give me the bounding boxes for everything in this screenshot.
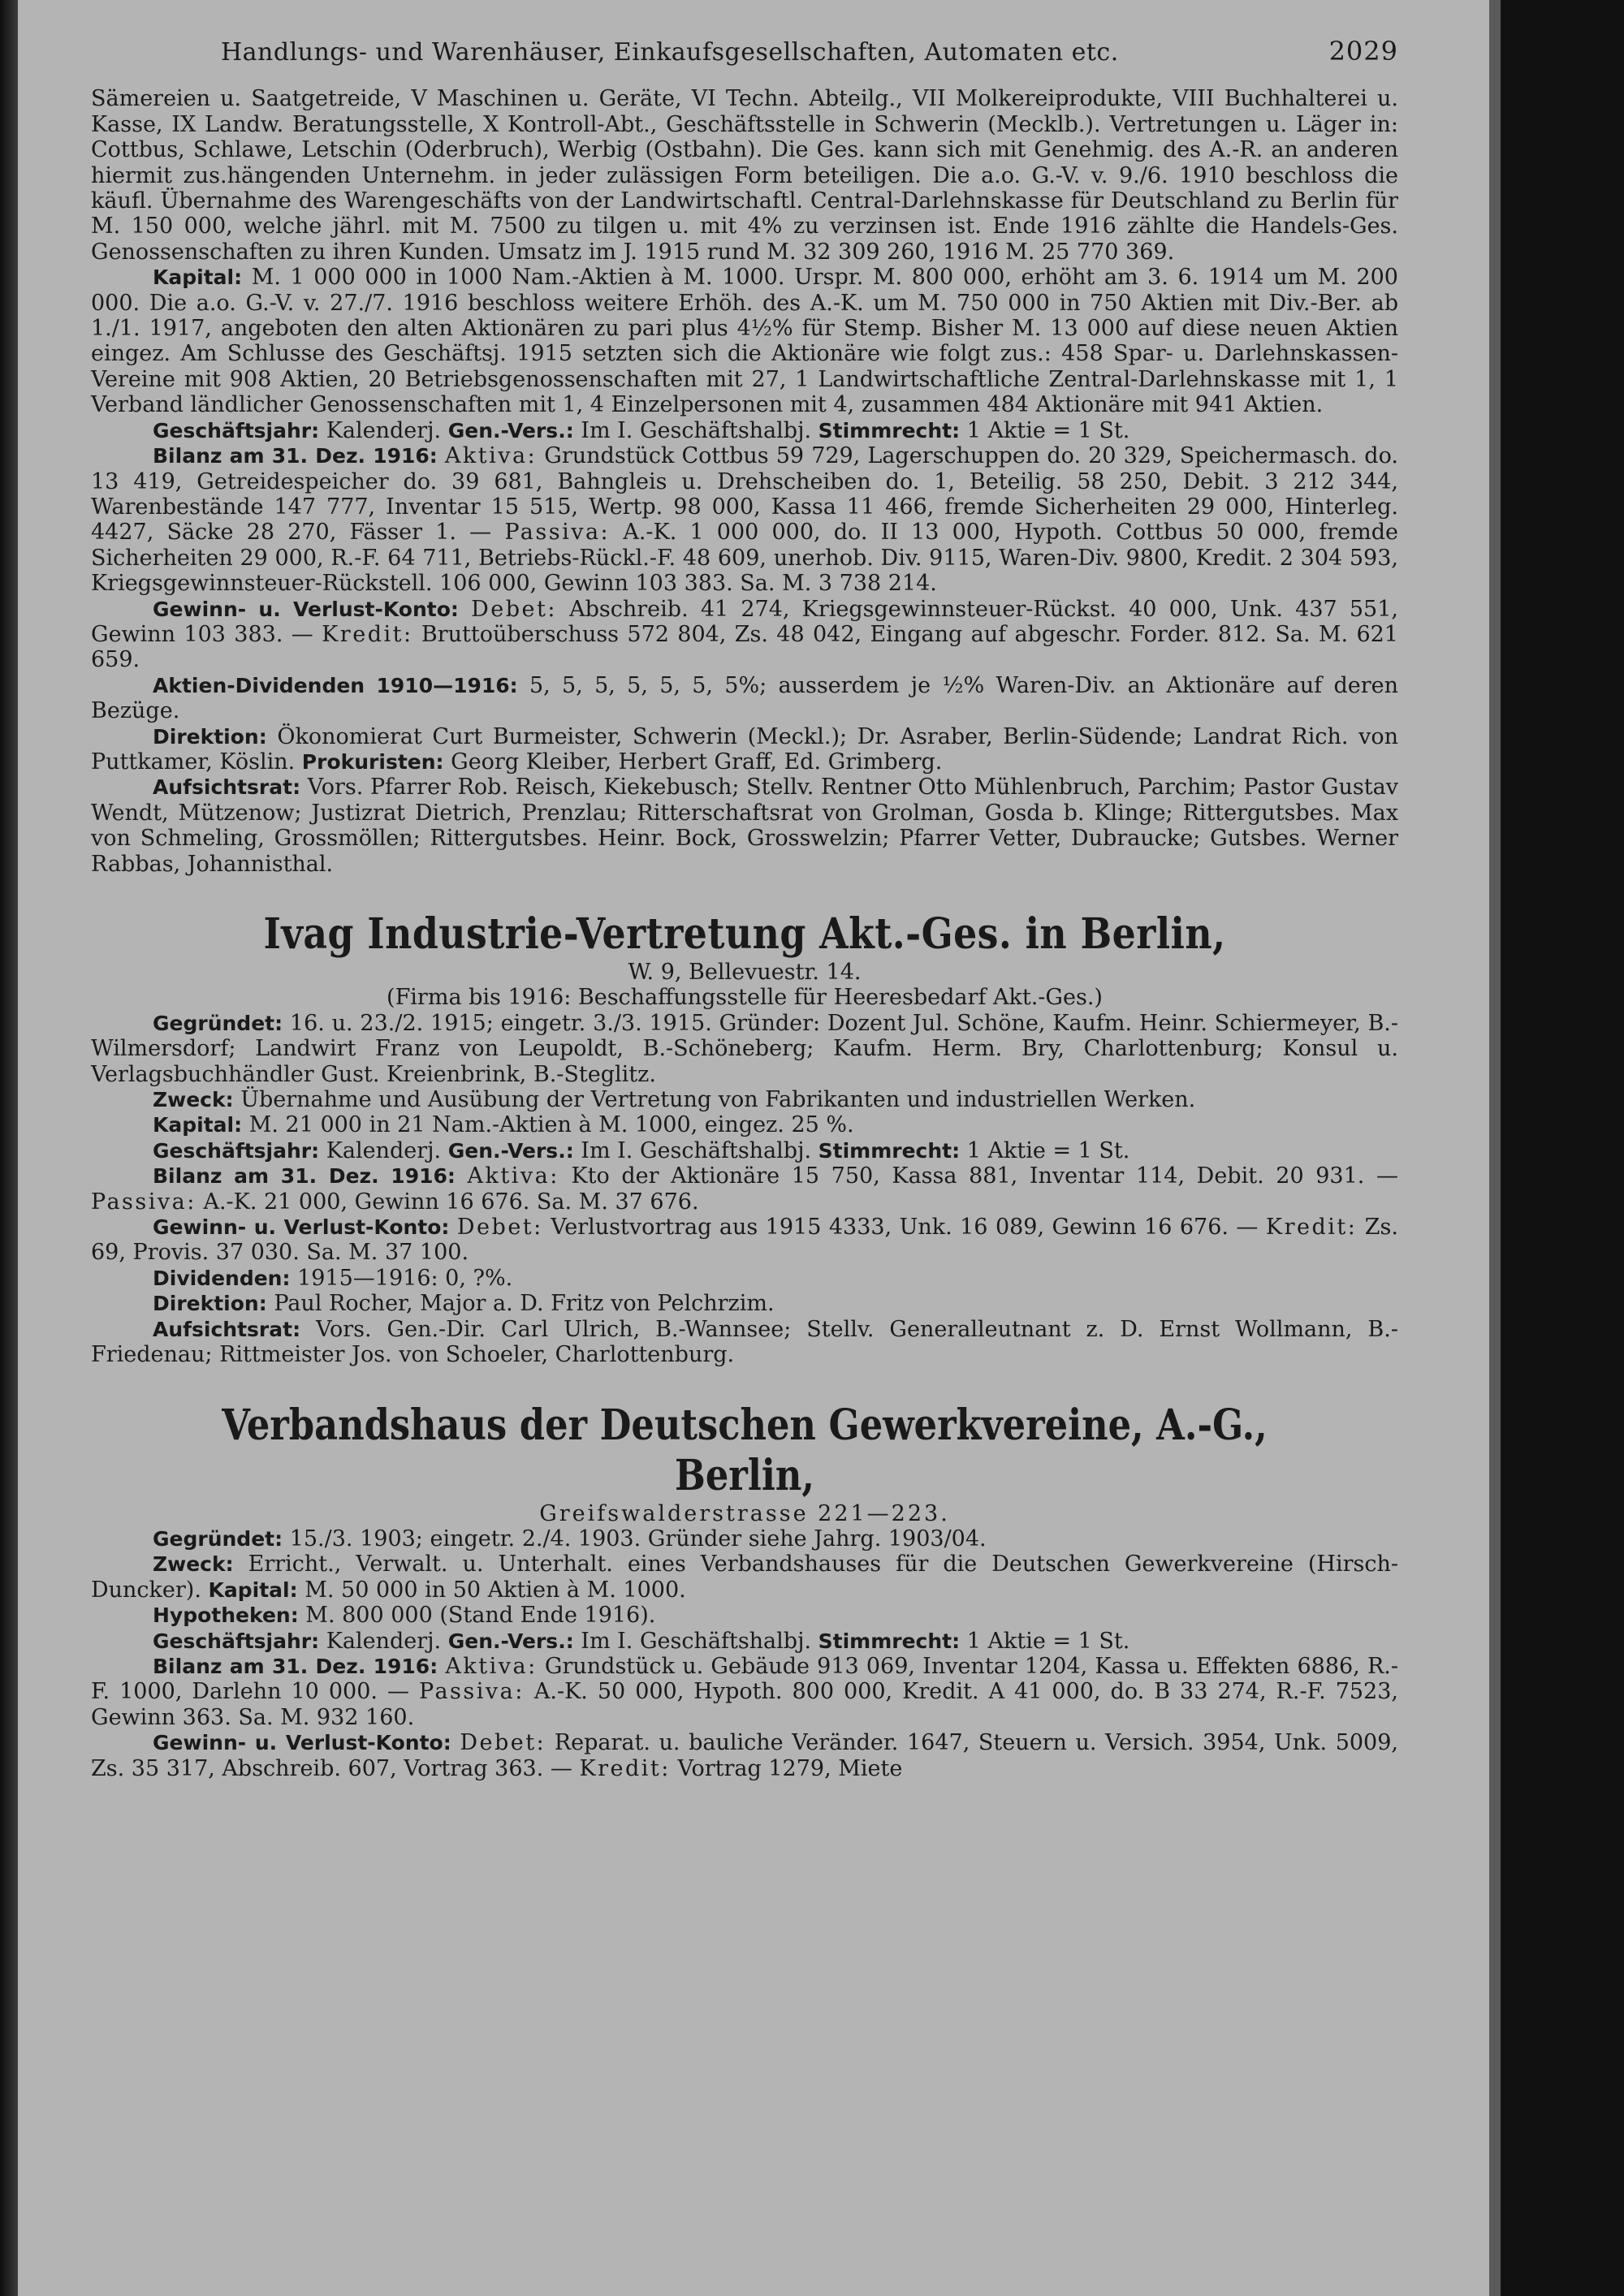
page-number: 2029: [1328, 36, 1398, 67]
aufsichtsrat-label: Aufsichtsrat:: [153, 775, 301, 800]
gen-vers-label: Gen.-Vers.:: [447, 1138, 574, 1163]
entry2-geschaeftsjahr: [91, 1138, 1398, 1163]
zweck-text: Übernahme und Ausübung der Vertretung von Fabrikanten und industriellen Werken.: [240, 1087, 1196, 1113]
bilanz-passiva: A.-K. 1 000 000, do. II 13 000, Hypoth. Cottbus 50 000, fremde Sicherheiten 29 000, R.-F. 64 711, Betriebs-Rückl.-F. 48 609, unerhob. Div. 9115, Waren-Div. 9800, Kredit. 2 304 593, Kriegsgewinnsteuer-Rückstell. 106 000, Gewinn 103 383. Sa. M. 3 738 214.: [91, 520, 1399, 597]
stimmrecht-text: 1 Aktie = 1 St.: [966, 1628, 1130, 1654]
gen-vers-label: Gen.-Vers.:: [447, 1629, 574, 1653]
dividenden-label: Dividenden:: [153, 1266, 291, 1290]
entry3-geschaeftsjahr: [91, 1629, 1398, 1654]
entry2-title: Ivag Industrie-Vertretung Akt.-Ges. in Berlin,: [263, 909, 1226, 959]
geschaeftsjahr-text: Kalenderj.: [326, 417, 442, 443]
guv-kredit: Vortrag 1279, Miete: [677, 1755, 903, 1781]
direktion-label: Direktion:: [153, 1292, 267, 1316]
entry3-gegruendet: [91, 1526, 1398, 1552]
guv-kredit: Zs. 69, Provis. 37 030. Sa. M. 37 100.: [91, 1215, 1398, 1266]
debet-word: Debet:: [456, 1215, 543, 1241]
guv-label: Gewinn- u. Verlust-Konto:: [153, 1215, 450, 1240]
geschaeftsjahr-text: Kalenderj.: [326, 1628, 442, 1654]
running-head: [91, 36, 1398, 67]
stimmrecht-text: 1 Aktie = 1 St.: [966, 1137, 1130, 1163]
geschaeftsjahr-text: Kalenderj.: [326, 1137, 442, 1163]
gegruendet-label: Gegründet:: [153, 1526, 283, 1551]
entry1-bilanz: [91, 443, 1398, 596]
gen-vers-label: Gen.-Vers.:: [447, 418, 574, 442]
hypotheken-label: Hypotheken:: [153, 1603, 299, 1628]
passiva-word: Passiva:: [91, 1189, 197, 1215]
entry2-dividenden: [91, 1266, 1398, 1291]
kapital-text: M. 50 000 in 50 Aktien à M. 1000.: [304, 1577, 686, 1603]
zweck-text: Erricht., Verwalt. u. Unterhalt. eines Verbandshauses für die Deutschen Gewerkvereine (Hirsch-Duncker).: [91, 1552, 1398, 1603]
page-edge-strip: [1489, 0, 1501, 2296]
prokuristen-text: Georg Kleiber, Herbert Graff, Ed. Grimberg.: [451, 749, 943, 775]
stimmrecht-label: Stimmrecht:: [818, 418, 961, 442]
entry3-bilanz: [91, 1654, 1398, 1730]
entry2-bilanz: [91, 1163, 1398, 1215]
aufsichtsrat-text: Vors. Gen.-Dir. Carl Ulrich, B.-Wannsee; Stellv. Generalleutnant z. D. Ernst Wollmann, B.-Friedenau; Rittmeister Jos. von Schoeler, Charlottenburg.: [91, 1316, 1398, 1368]
entry1-intro-paragraph: Sämereien u. Saatgetreide, V Maschinen u. Geräte, VI Techn. Abteilg., VII Molkereiprodukte, VIII Buchhalterei u. Kasse, IX Landw. Beratungsstelle, X Kontroll-Abt., Geschäftsstelle in Schwerin (Mecklb.). Vertretungen u. Läger in: Cottbus, Schlawe, Letschin (Oderbruch), Werbig (Ostbahn). Die Ges. kann sich mit Genehmig. des A.-R. an anderen hiermit zus.hängenden Unternehm. in jeder zulässigen Form beteiligen. Die a.o. G.-V. v. 9./6. 1910 beschloss die käufl. Übernahme des Warengeschäfts von der Landwirtschaftl. Central-Darlehnskasse für Deutschland zu Berlin für M. 150 000, welche jährl. mit M. 7500 zu tilgen u. mit 4% zu verzinsen ist. Ende 1916 zählte die Handels-Ges. Genossenschaften zu ihren Kunden. Umsatz im J. 1915 rund M. 32 309 260, 1916 M. 25 770 369.: [91, 86, 1398, 265]
aufsichtsrat-label: Aufsichtsrat:: [153, 1317, 301, 1341]
kredit-word: Kredit:: [579, 1755, 671, 1781]
bilanz-aktiva: Grundstück u. Gebäude 913 069, Inventar 1204, Kassa u. Effekten 6886, R.-F. 1000, Darlehn 10 000. —: [91, 1653, 1398, 1705]
geschaeftsjahr-label: Geschäftsjahr:: [153, 1138, 320, 1163]
entry1-kapital: [91, 265, 1398, 417]
aktiva-word: Aktiva:: [467, 1163, 559, 1189]
entry3-guv: [91, 1730, 1398, 1781]
debet-word: Debet:: [460, 1730, 546, 1756]
guv-debet: Reparat. u. bauliche Veränder. 1647, Steuern u. Versich. 3954, Unk. 5009, Zs. 35 317, Abschreib. 607, Vortrag 363. —: [91, 1730, 1398, 1781]
prokuristen-label: Prokuristen:: [301, 749, 444, 774]
entry2-firma: (Firma bis 1916: Beschaffungsstelle für Heeresbedarf Akt.-Ges.): [387, 985, 1103, 1011]
stimmrecht-label: Stimmrecht:: [818, 1138, 961, 1163]
gegruendet-text: 15./3. 1903; eingetr. 2./4. 1903. Gründer siehe Jahrg. 1903/04.: [289, 1526, 987, 1552]
bilanz-label: Bilanz am 31. Dez. 1916:: [153, 1164, 456, 1189]
passiva-word: Passiva:: [504, 520, 611, 546]
document-page: [18, 0, 1489, 2296]
guv-debet: Verlustvortrag aus 1915 4333, Unk. 16 089, Gewinn 16 676. —: [551, 1215, 1259, 1241]
direktion-text: Paul Rocher, Major a. D. Fritz von Pelchrzim.: [274, 1291, 775, 1317]
bilanz-label: Bilanz am 31. Dez. 1916:: [153, 1654, 438, 1678]
bilanz-aktiva: Kto der Aktionäre 15 750, Kassa 881, Inventar 114, Debit. 20 931. —: [571, 1163, 1398, 1189]
guv-label: Gewinn- u. Verlust-Konto:: [153, 597, 459, 621]
guv-kredit: Bruttoüberschuss 572 804, Zs. 48 042, Eingang auf abgeschr. Forder. 812. Sa. M. 621 659.: [91, 621, 1398, 673]
page-text: [91, 36, 1399, 1781]
kapital-label: Kapital:: [153, 265, 243, 290]
guv-debet: Abschreib. 41 274, Kriegsgewinnsteuer-Rückst. 40 000, Unk. 437 551, Gewinn 103 383. —: [91, 596, 1398, 647]
entry2-zweck: [91, 1087, 1398, 1112]
aktiva-word: Aktiva:: [444, 443, 538, 469]
gen-vers-text: Im I. Geschäftshalbj.: [581, 1628, 812, 1654]
stimmrecht-text: 1 Aktie = 1 St.: [966, 417, 1130, 443]
entry2-direktion: [91, 1291, 1398, 1316]
entry1-direktion: [91, 724, 1398, 775]
bilanz-label: Bilanz am 31. Dez. 1916:: [153, 444, 438, 468]
gen-vers-text: Im I. Geschäftshalbj.: [581, 1137, 812, 1163]
entry2-kapital: [91, 1112, 1398, 1137]
dividenden-text: 5, 5, 5, 5, 5, 5, 5%; ausserdem je ½% Waren-Div. an Aktionäre auf deren Bezüge.: [91, 672, 1398, 724]
kapital-label: Kapital:: [208, 1577, 298, 1602]
entry2-guv: [91, 1215, 1398, 1266]
gegruendet-text: 16. u. 23./2. 1915; eingetr. 3./3. 1915. Gründer: Dozent Jul. Schöne, Kaufm. Heinr. Schiermeyer, B.-Wilmersdorf; Landwirt Franz von Leupoldt, B.-Schöneberg; Kaufm. Herm. Bry, Charlottenburg; Konsul u. Verlagsbuchhändler Gust. Kreienbrink, B.-Steglitz.: [91, 1010, 1398, 1087]
entry2-gegruendet: [91, 1011, 1398, 1087]
entry2-aufsichtsrat: [91, 1317, 1398, 1368]
entry1-guv: [91, 597, 1398, 673]
entry3-title: Verbandshaus der Deutschen Gewerkvereine, A.-G., Berlin,: [222, 1400, 1268, 1500]
entry3-address: Greifswalderstrasse 221—223.: [539, 1500, 950, 1526]
dividenden-text: 1915—1916: 0, ?%.: [297, 1265, 513, 1291]
aktiva-word: Aktiva:: [445, 1653, 538, 1679]
kredit-word: Kredit:: [1265, 1215, 1358, 1241]
guv-label: Gewinn- u. Verlust-Konto:: [153, 1731, 451, 1755]
direktion-label: Direktion:: [153, 724, 267, 749]
entry3-zweck: [91, 1552, 1398, 1603]
gen-vers-text: Im I. Geschäftshalbj.: [581, 417, 812, 443]
debet-word: Debet:: [471, 596, 557, 622]
page-right-edge: [1489, 0, 1624, 2296]
dividenden-label: Aktien-Dividenden 1910—1916:: [153, 673, 518, 697]
passiva-word: Passiva:: [418, 1679, 525, 1705]
kapital-text: M. 1 000 000 in 1000 Nam.-Aktien à M. 1000. Urspr. M. 800 000, erhöht am 3. 6. 1914 um M. 200 000. Die a.o. G.-V. v. 27./7. 1916 beschloss weitere Erhöh. des A.-K. um M. 750 000 in 750 Aktien mit Div.-Ber. ab 1./1. 1917, angeboten den alten Aktionären zu pari plus 4½% für Stemp. Bisher M. 13 000 auf diese neuen Aktien eingez. Am Schlusse des Geschäftsj. 1915 setzten sich die Aktionäre wie folgt zus.: 458 Spar- u. Darlehnskassen-Vereine mit 908 Aktien, 20 Betriebsgenossenschaften mit 27, 1 Landwirtschaftliche Zentral-Darlehnskasse mit 1, 1 Verband ländlicher Genossenschaften mit 1, 4 Einzelpersonen mit 4, zusammen 484 Aktionäre mit 941 Aktien.: [91, 265, 1398, 418]
direktion-text: Ökonomierat Curt Burmeister, Schwerin (Meckl.); Dr. Asraber, Berlin-Südende; Landrat Rich. von Puttkamer, Köslin.: [91, 723, 1398, 775]
entry2-address: W. 9, Bellevuestr. 14.: [628, 960, 862, 985]
entry1-dividenden: [91, 673, 1398, 724]
kapital-label: Kapital:: [153, 1113, 243, 1137]
hypotheken-text: M. 800 000 (Stand Ende 1916).: [305, 1603, 656, 1629]
bilanz-passiva: A.-K. 21 000, Gewinn 16 676. Sa. M. 37 676.: [203, 1189, 699, 1215]
geschaeftsjahr-label: Geschäftsjahr:: [153, 418, 320, 442]
book-binding-edge: [0, 0, 18, 2296]
entry1-geschaeftsjahr: [91, 418, 1398, 443]
kredit-word: Kredit:: [322, 621, 413, 647]
running-head-title: Handlungs- und Warenhäuser, Einkaufsgesellschaften, Automaten etc.: [221, 38, 1119, 67]
bilanz-aktiva: Grundstück Cottbus 59 729, Lagerschuppen do. 20 329, Speichermasch. do. 13 419, Getreidespeicher do. 39 681, Bahngleis u. Drehscheiben do. 1, Beteilig. 58 250, Debit. 3 212 344, Warenbestände 147 777, Inventar 15 515, Wertp. 98 000, Kassa 11 466, fremde Sicherheiten 29 000, Hinterleg. 4427, Säcke 28 270, Fässer 1. —: [91, 443, 1398, 546]
gegruendet-label: Gegründet:: [153, 1011, 283, 1035]
kapital-text: M. 21 000 in 21 Nam.-Aktien à M. 1000, eingez. 25 %.: [248, 1112, 854, 1138]
stimmrecht-label: Stimmrecht:: [818, 1629, 961, 1653]
entry3-hypotheken: [91, 1603, 1398, 1628]
geschaeftsjahr-label: Geschäftsjahr:: [153, 1629, 320, 1653]
aufsichtsrat-text: Vors. Pfarrer Rob. Reisch, Kiekebusch; Stellv. Rentner Otto Mühlenbruch, Parchim; Pastor Gustav Wendt, Mützenow; Justizrat Dietrich, Prenzlau; Ritterschaftsrat von Grolman, Gosda b. Klinge; Rittergutsbes. Max von Schmeling, Grossmöllen; Rittergutsbes. Heinr. Bock, Grosswelzin; Pfarrer Vetter, Dubraucke; Gutsbes. Werner Rabbas, Johannisthal.: [91, 775, 1398, 877]
bilanz-passiva: A.-K. 50 000, Hypoth. 800 000, Kredit. A 41 000, do. B 33 274, R.-F. 7523, Gewinn 363. Sa. M. 932 160.: [91, 1679, 1398, 1730]
zweck-label: Zweck:: [153, 1552, 234, 1577]
entry1-aufsichtsrat: [91, 775, 1398, 877]
zweck-label: Zweck:: [153, 1088, 234, 1112]
